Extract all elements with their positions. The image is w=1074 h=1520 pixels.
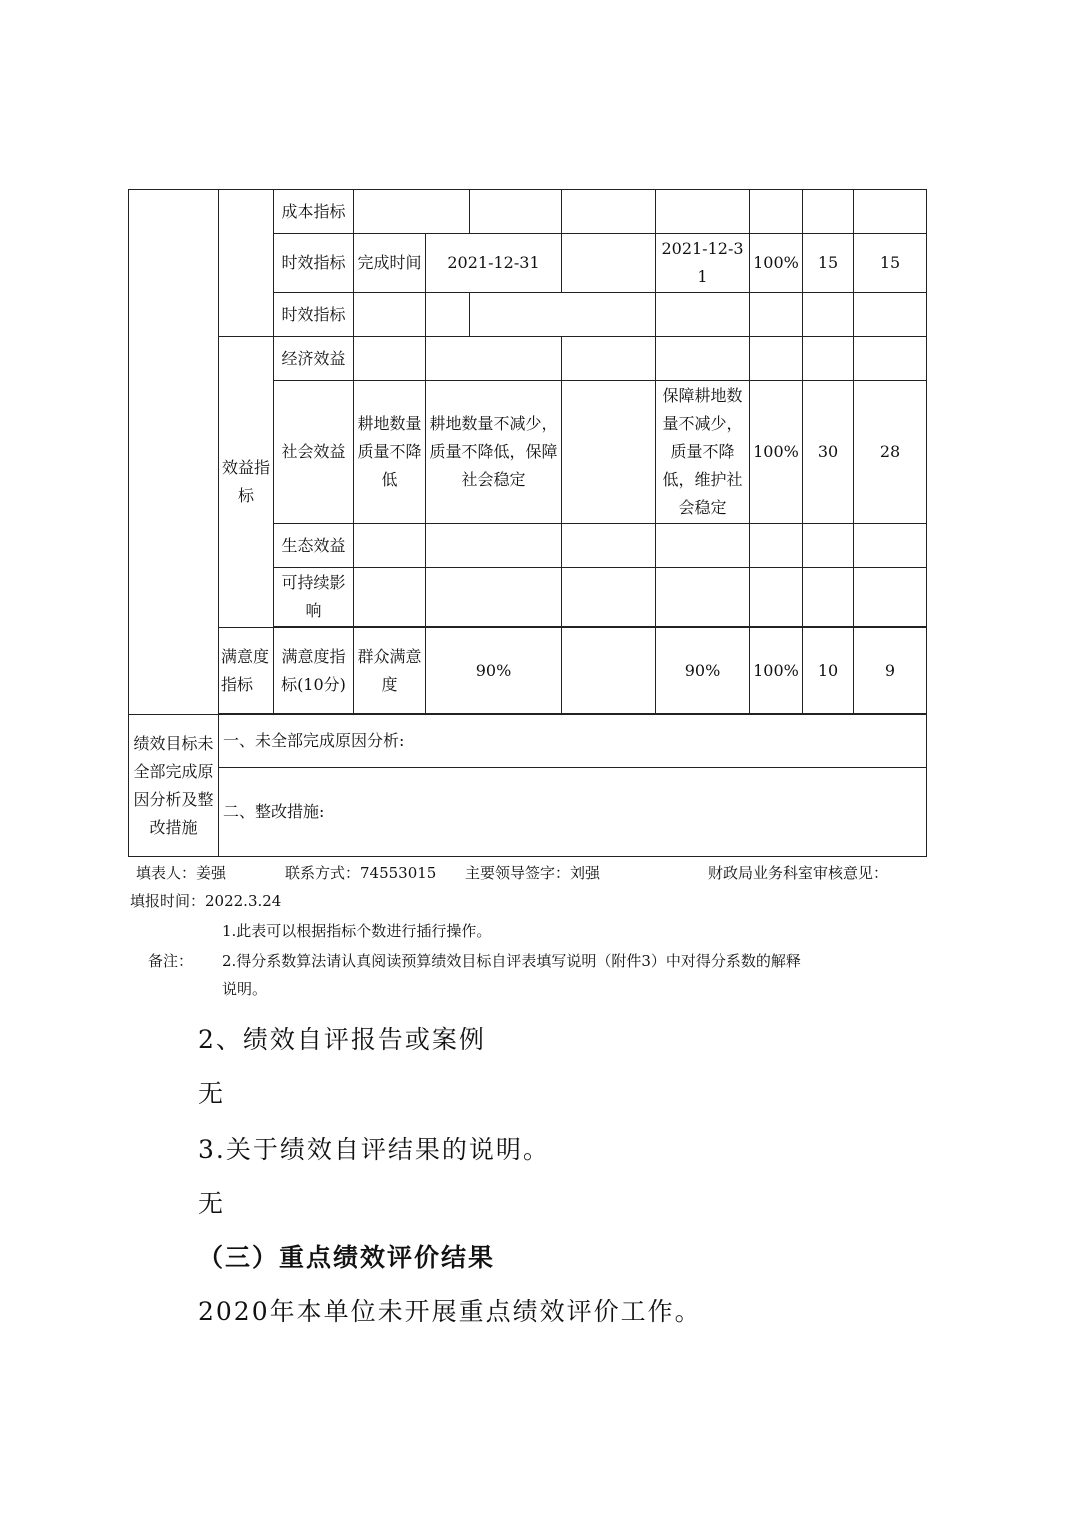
note-item-2: 2.得分系数算法请认真阅读预算绩效目标自评表填写说明（附件3）中对得分系数的解释 (222, 952, 801, 970)
fill-time-text: 填报时间：2022.3.24 (130, 892, 282, 910)
empty-cell (354, 190, 470, 234)
indicator-cell: 完成时间 (354, 234, 426, 293)
weight-cell: 10 (803, 628, 854, 714)
empty-cell (656, 293, 750, 337)
empty-cell (562, 524, 656, 568)
none-text-1: 无 (198, 1079, 226, 1108)
empty-cell (426, 524, 562, 568)
empty-cell (470, 190, 562, 234)
table-row (129, 628, 927, 714)
sub-indicator-cell: 可持续影响 (274, 568, 354, 627)
score-cell: 28 (854, 381, 927, 524)
analysis-label-cell: 绩效目标未全部完成原因分析及整改措施 (129, 715, 219, 857)
empty-cell (750, 568, 803, 627)
actual-cell: 90% (656, 628, 750, 714)
empty-cell (426, 337, 562, 381)
filler-text: 填表人：姜强 (136, 864, 227, 882)
sub-indicator-cell: 时效指标 (274, 234, 354, 293)
sub-indicator-cell: 社会效益 (274, 381, 354, 524)
empty-cell (656, 568, 750, 627)
actual-cell: 2021-12-31 (656, 234, 750, 293)
empty-cell (562, 337, 656, 381)
sub-indicator-cell: 时效指标 (274, 293, 354, 337)
empty-cell (750, 524, 803, 568)
empty-cell (562, 628, 656, 714)
table-row (129, 190, 927, 234)
empty-cell (426, 293, 470, 337)
table-row (129, 337, 927, 381)
empty-cell (656, 524, 750, 568)
empty-cell (219, 190, 274, 337)
empty-cell (426, 568, 562, 627)
note-label: 备注： (148, 952, 194, 970)
weight-cell: 30 (803, 381, 854, 524)
analysis-reason-cell: 一、未全部完成原因分析: (219, 715, 927, 768)
table-row (129, 768, 927, 857)
none-text-2: 无 (198, 1189, 226, 1218)
section-2-heading: 2、绩效自评报告或案例 (198, 1025, 486, 1054)
sub-indicator-cell: 满意度指标(10分) (274, 628, 354, 714)
note-item-2-cont: 说明。 (222, 980, 268, 998)
empty-cell (354, 337, 426, 381)
sub-indicator-cell: 成本指标 (274, 190, 354, 234)
benefit-group-cell: 效益指标 (219, 337, 274, 628)
table-row (129, 715, 927, 768)
empty-cell (562, 381, 656, 524)
empty-cell (854, 293, 927, 337)
rate-cell: 100% (750, 234, 803, 293)
empty-cell (656, 337, 750, 381)
empty-cell (854, 190, 927, 234)
indicator-cell: 耕地数量质量不降低 (354, 381, 426, 524)
note-item-1: 1.此表可以根据指标个数进行插行操作。 (222, 922, 492, 940)
satisfaction-group-cell: 满意度指标 (219, 628, 274, 714)
sub-indicator-cell: 经济效益 (274, 337, 354, 381)
empty-cell (354, 293, 426, 337)
empty-cell (854, 568, 927, 627)
empty-cell (803, 524, 854, 568)
empty-cell (803, 190, 854, 234)
empty-cell (562, 568, 656, 627)
performance-table (128, 189, 927, 857)
sub-indicator-cell: 生态效益 (274, 524, 354, 568)
empty-cell (750, 293, 803, 337)
empty-cell (803, 293, 854, 337)
rate-cell: 100% (750, 381, 803, 524)
empty-cell (803, 337, 854, 381)
empty-cell (854, 337, 927, 381)
empty-cell (470, 293, 656, 337)
score-cell: 15 (854, 234, 927, 293)
empty-cell (750, 337, 803, 381)
key-evaluation-heading: （三）重点绩效评价结果 (198, 1243, 496, 1272)
empty-cell (803, 568, 854, 627)
empty-cell (354, 524, 426, 568)
score-cell: 9 (854, 628, 927, 714)
section-3-heading: 3.关于绩效自评结果的说明。 (198, 1135, 550, 1164)
key-evaluation-text: 2020年本单位未开展重点绩效评价工作。 (198, 1297, 702, 1326)
target-cell: 2021-12-31 (426, 234, 562, 293)
target-cell: 耕地数量不减少，质量不降低，保障社会稳定 (426, 381, 562, 524)
leader-signature-text: 主要领导签字：刘强 (465, 864, 601, 882)
empty-cell (354, 568, 426, 627)
rate-cell: 100% (750, 628, 803, 714)
empty-cell (129, 190, 219, 715)
empty-cell (562, 190, 656, 234)
empty-cell (750, 190, 803, 234)
indicator-cell: 群众满意度 (354, 628, 426, 714)
empty-cell (854, 524, 927, 568)
empty-cell (562, 234, 656, 293)
analysis-measures-cell: 二、整改措施: (219, 768, 927, 857)
review-opinion-text: 财政局业务科室审核意见： (708, 864, 889, 882)
weight-cell: 15 (803, 234, 854, 293)
empty-cell (656, 190, 750, 234)
actual-cell: 保障耕地数量不减少，质量不降低，维护社会稳定 (656, 381, 750, 524)
contact-text: 联系方式：74553015 (285, 864, 437, 882)
target-cell: 90% (426, 628, 562, 714)
